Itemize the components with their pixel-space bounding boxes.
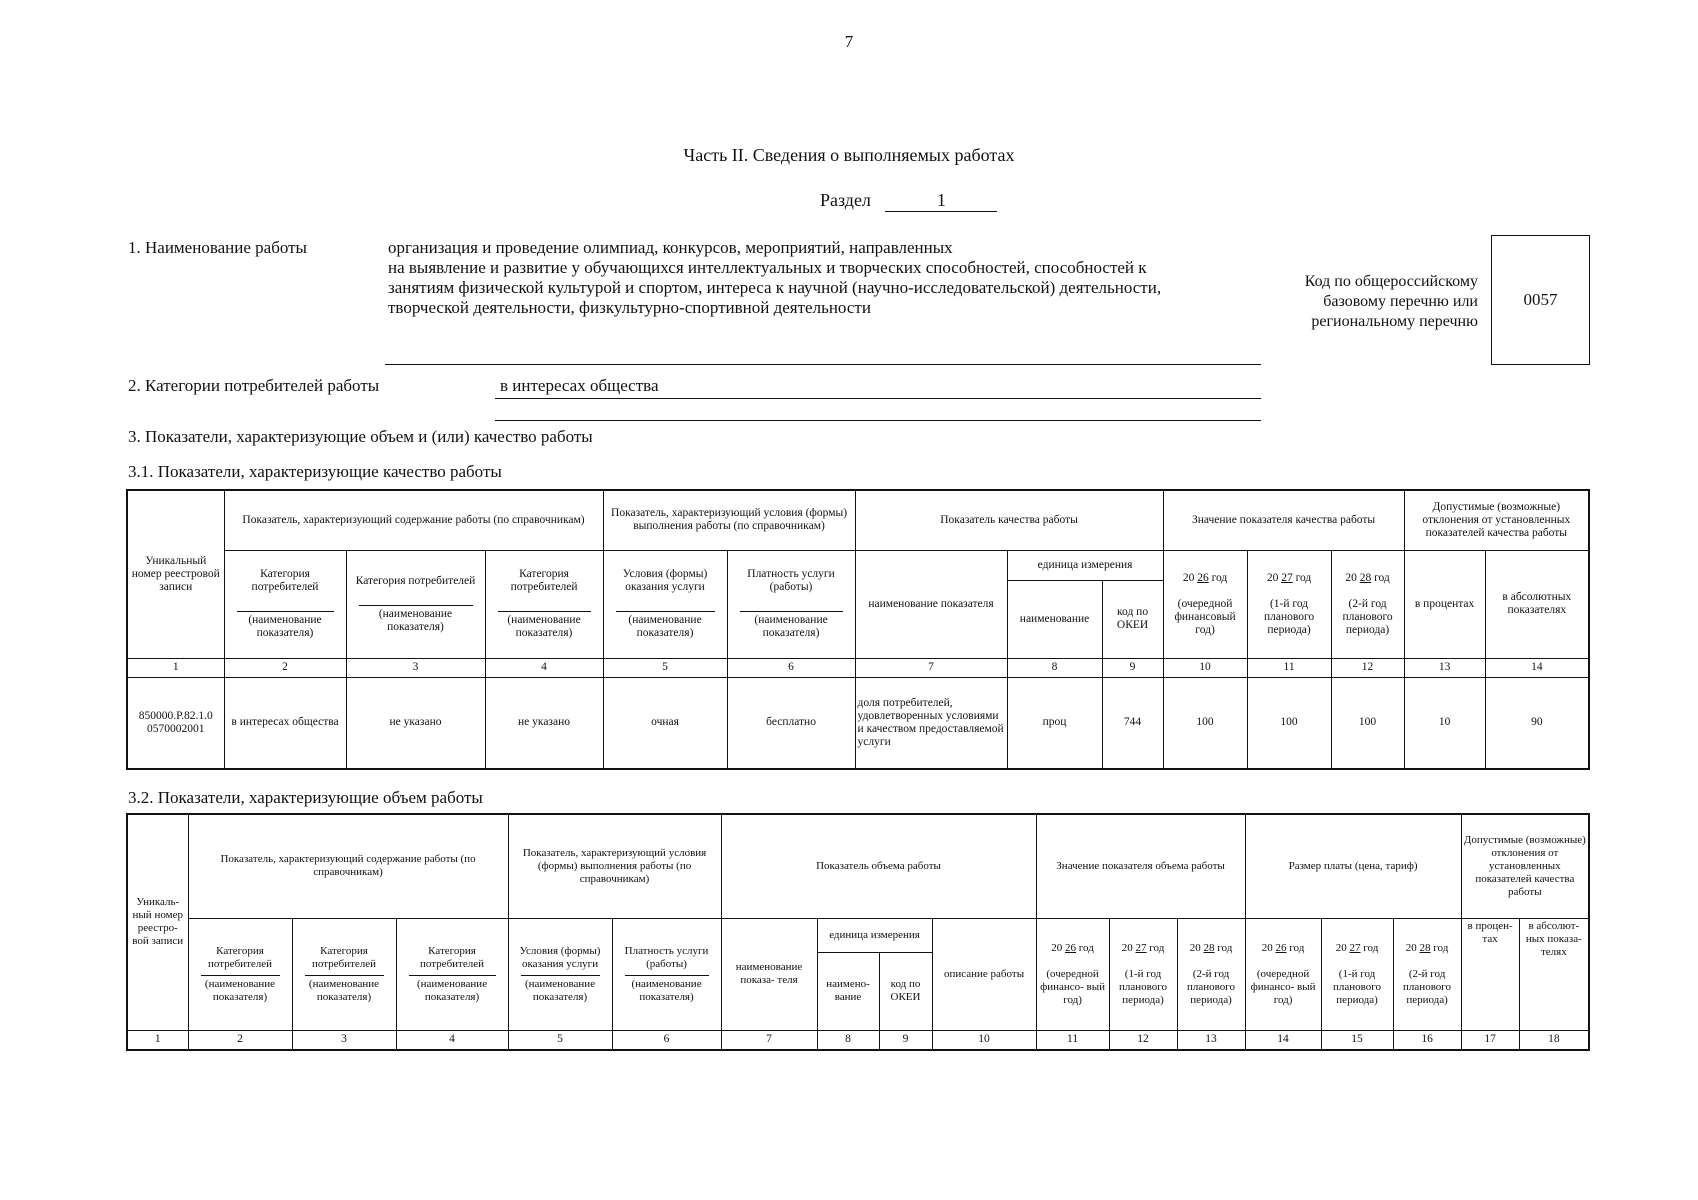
v-h-content: Показатель, характеризующий содержание работы (по справочникам) xyxy=(188,814,508,918)
code-label-line: базовому перечню или xyxy=(1323,293,1478,310)
v-h-val-y2 xyxy=(1109,918,1177,1030)
q-y2-pre: 20 xyxy=(1266,571,1279,584)
q-h-year1 xyxy=(1163,550,1247,658)
q-row-cat2: не указано xyxy=(346,677,485,769)
section-label: Раздел xyxy=(820,190,871,210)
v-colnum: 4 xyxy=(396,1030,508,1050)
q-h-cat3-sub: (наименование показателя) xyxy=(498,611,591,640)
v-h-unique: Уникаль- ный номер реестро- вой записи xyxy=(127,814,188,1030)
q-colnum: 11 xyxy=(1247,658,1331,677)
q-h-indname: наименование показателя xyxy=(855,550,1007,658)
q-row-okei: 744 xyxy=(1102,677,1163,769)
q-row-v2: 100 xyxy=(1247,677,1331,769)
consumers-value: в интересах общества xyxy=(500,376,659,395)
q-y1-post: год xyxy=(1211,571,1228,584)
code-label-line: региональному перечню xyxy=(1311,313,1478,330)
v-colnum: 3 xyxy=(292,1030,396,1050)
v-h-cat1 xyxy=(188,918,292,1030)
v-colnum: 10 xyxy=(932,1030,1036,1050)
q-h-cond xyxy=(603,550,727,658)
v-h-cat2-label: Категория потребителей xyxy=(312,944,376,970)
q-colnum: 6 xyxy=(727,658,855,677)
v-h-cond xyxy=(508,918,612,1030)
v-h-cat3-sub: (наименование показателя) xyxy=(409,975,496,1004)
v-colnum: 11 xyxy=(1036,1030,1109,1050)
q-h-cond-label: Условия (формы) оказания услуги xyxy=(622,568,708,593)
work-name-line: творческой деятельности, физкультурно-спортивной деятельности xyxy=(388,298,871,317)
v-h-cat3 xyxy=(396,918,508,1030)
v-h-cond-sub: (наименование показателя) xyxy=(521,975,600,1004)
q-h-cat1-label: Категория потребителей xyxy=(251,568,319,593)
consumers-label: 2. Категории потребителей работы xyxy=(128,376,380,395)
v-h-pay-label: Платность услуги (работы) xyxy=(624,944,709,970)
q-y2-desc: (1-й год планового периода) xyxy=(1263,597,1315,636)
v-colnum: 18 xyxy=(1519,1030,1589,1050)
q-colnum: 12 xyxy=(1331,658,1404,677)
q-h-pay-sub: (наименование показателя) xyxy=(740,611,843,640)
q-row-dev-pct: 10 xyxy=(1404,677,1485,769)
indicators-title: 3. Показатели, характеризующие объем и (или) качество работы xyxy=(128,427,593,446)
v-fee-y3-yy: 28 xyxy=(1419,941,1431,954)
v-h-cat1-label: Категория потребителей xyxy=(208,944,272,970)
v-val-y2-desc: (1-й год планового периода) xyxy=(1119,967,1168,1006)
v-h-deviation: Допустимые (возможные) отклонения от установленных показателей качества работы xyxy=(1461,814,1589,918)
q-h-value: Значение показателя качества работы xyxy=(1163,490,1404,550)
v-fee-y1-pre: 20 xyxy=(1261,941,1273,954)
quality-title: 3.1. Показатели, характеризующие качество работы xyxy=(128,462,502,481)
q-colnum: 10 xyxy=(1163,658,1247,677)
q-colnum: 8 xyxy=(1007,658,1102,677)
v-fee-y2-post: год xyxy=(1363,941,1379,954)
q-h-cat1 xyxy=(224,550,346,658)
section-line xyxy=(820,190,997,212)
v-h-volume: Показатель объема работы xyxy=(721,814,1036,918)
consumers-underline-2 xyxy=(495,420,1261,421)
v-fee-y1-title xyxy=(1248,942,1319,955)
volume-table xyxy=(126,813,1590,1051)
v-h-okei: код по ОКЕИ xyxy=(879,952,932,1030)
work-name-underline xyxy=(385,364,1261,365)
q-y1-pre: 20 xyxy=(1182,571,1195,584)
code-label xyxy=(1270,272,1478,332)
q-row-id: 850000.Р.82.1.0 0570002001 xyxy=(127,677,224,769)
q-row-dev-abs: 90 xyxy=(1485,677,1589,769)
q-colnum: 5 xyxy=(603,658,727,677)
v-h-indname: наименование показа- теля xyxy=(721,918,817,1030)
q-h-year3-title xyxy=(1334,572,1402,585)
consumers-underline xyxy=(495,398,1261,399)
v-h-unit: единица измерения xyxy=(817,918,932,952)
v-h-val-y1 xyxy=(1036,918,1109,1030)
v-colnum: 7 xyxy=(721,1030,817,1050)
q-h-year3 xyxy=(1331,550,1404,658)
v-val-y1-pre: 20 xyxy=(1051,941,1063,954)
q-y3-desc: (2-й год планового периода) xyxy=(1342,597,1393,636)
work-name-line: занятиям физической культурой и спортом, интереса к научной (научно-исследовательской) деятельности, xyxy=(388,278,1162,297)
q-row-cat1: в интересах общества xyxy=(224,677,346,769)
q-row-indicator: доля потребителей, удовлетворенных условиями и качеством предоставляемой услуги xyxy=(855,677,1007,769)
v-colnum: 9 xyxy=(879,1030,932,1050)
code-label-line: Код по общероссийскому xyxy=(1304,273,1478,290)
q-colnum: 3 xyxy=(346,658,485,677)
v-h-fee-y3 xyxy=(1393,918,1461,1030)
v-h-value: Значение показателя объема работы xyxy=(1036,814,1245,918)
v-fee-y1-desc: (очередной финансо- вый год) xyxy=(1250,967,1316,1006)
v-h-cond-label: Условия (формы) оказания услуги xyxy=(519,944,601,970)
q-h-unique: Уникальный номер реестровой записи xyxy=(127,490,224,658)
v-colnum: 13 xyxy=(1177,1030,1245,1050)
q-row-v1: 100 xyxy=(1163,677,1247,769)
q-row-v3: 100 xyxy=(1331,677,1404,769)
q-h-unit: единица измерения xyxy=(1007,550,1163,580)
v-val-y3-pre: 20 xyxy=(1189,941,1201,954)
q-h-cat3 xyxy=(485,550,603,658)
q-h-quality: Показатель качества работы xyxy=(855,490,1163,550)
q-colnum: 13 xyxy=(1404,658,1485,677)
q-h-content: Показатель, характеризующий содержание работы (по справочникам) xyxy=(224,490,603,550)
q-row-cond: очная xyxy=(603,677,727,769)
v-colnum: 14 xyxy=(1245,1030,1321,1050)
q-row-pay: бесплатно xyxy=(727,677,855,769)
v-colnum: 1 xyxy=(127,1030,188,1050)
q-h-abs: в абсолютных показателях xyxy=(1485,550,1589,658)
v-h-desc: описание работы xyxy=(932,918,1036,1030)
q-h-unitname: наименование xyxy=(1007,580,1102,658)
volume-title: 3.2. Показатели, характеризующие объем работы xyxy=(128,788,483,807)
q-h-year2 xyxy=(1247,550,1331,658)
section-number: 1 xyxy=(885,190,997,212)
code-value-box xyxy=(1491,235,1590,365)
q-h-conditions: Показатель, характеризующий условия (формы) выполнения работы (по справочникам) xyxy=(603,490,855,550)
v-colnum: 8 xyxy=(817,1030,879,1050)
v-val-y2-yy: 27 xyxy=(1135,941,1147,954)
q-y2-post: год xyxy=(1295,571,1312,584)
q-colnum: 9 xyxy=(1102,658,1163,677)
q-h-cat2 xyxy=(346,550,485,658)
v-h-cat1-sub: (наименование показателя) xyxy=(201,975,280,1004)
v-h-val-y3 xyxy=(1177,918,1245,1030)
v-colnum: 17 xyxy=(1461,1030,1519,1050)
v-colnum: 2 xyxy=(188,1030,292,1050)
v-colnum: 12 xyxy=(1109,1030,1177,1050)
q-colnum: 2 xyxy=(224,658,346,677)
v-val-y3-title xyxy=(1180,942,1243,955)
v-colnum: 16 xyxy=(1393,1030,1461,1050)
v-val-y3-desc: (2-й год планового периода) xyxy=(1187,967,1236,1006)
q-colnum: 4 xyxy=(485,658,603,677)
v-h-fee-y2 xyxy=(1321,918,1393,1030)
q-h-cond-sub: (наименование показателя) xyxy=(616,611,715,640)
v-h-fee: Размер платы (цена, тариф) xyxy=(1245,814,1461,918)
v-h-conditions: Показатель, характеризующий условия (формы) выполнения работы (по справочникам) xyxy=(508,814,721,918)
q-row-unit: проц xyxy=(1007,677,1102,769)
work-name-line: на выявление и развитие у обучающихся интеллектуальных и творческих способностей, способностей к xyxy=(388,258,1147,277)
page-number: 7 xyxy=(844,32,854,51)
q-y3-pre: 20 xyxy=(1345,571,1357,584)
v-fee-y3-desc: (2-й год планового периода) xyxy=(1403,967,1452,1006)
v-fee-y2-yy: 27 xyxy=(1349,941,1361,954)
v-fee-y2-pre: 20 xyxy=(1335,941,1347,954)
q-y2-yy: 27 xyxy=(1281,571,1293,584)
q-h-cat1-sub: (наименование показателя) xyxy=(237,611,334,640)
v-fee-y2-desc: (1-й год планового периода) xyxy=(1333,967,1382,1006)
q-y1-yy: 26 xyxy=(1197,571,1209,584)
v-h-unitname: наимено- вание xyxy=(817,952,879,1030)
v-fee-y3-title xyxy=(1396,942,1459,955)
q-y3-yy: 28 xyxy=(1359,571,1372,584)
q-h-cat2-label: Категория потребителей xyxy=(355,574,476,587)
q-h-year2-title xyxy=(1250,572,1329,585)
v-fee-y1-post: год xyxy=(1289,941,1305,954)
v-colnum: 5 xyxy=(508,1030,612,1050)
code-value: 0057 xyxy=(1523,290,1558,309)
q-h-pct: в процентах xyxy=(1404,550,1485,658)
q-y3-post: год xyxy=(1374,571,1390,584)
v-h-pay-sub: (наименование показателя) xyxy=(625,975,709,1004)
v-val-y1-desc: (очередной финансо- вый год) xyxy=(1040,967,1106,1006)
v-h-cat2 xyxy=(292,918,396,1030)
work-name-line: организация и проведение олимпиад, конкурсов, мероприятий, направленных xyxy=(388,238,953,257)
work-name-label: 1. Наименование работы xyxy=(128,238,307,257)
v-fee-y1-yy: 26 xyxy=(1275,941,1287,954)
q-colnum: 14 xyxy=(1485,658,1589,677)
v-val-y1-post: год xyxy=(1078,941,1094,954)
q-row-cat3: не указано xyxy=(485,677,603,769)
v-val-y2-pre: 20 xyxy=(1121,941,1133,954)
v-val-y1-yy: 26 xyxy=(1065,941,1077,954)
v-fee-y2-title xyxy=(1324,942,1391,955)
q-h-year1-title xyxy=(1166,572,1245,585)
q-y1-desc: (очередной финансовый год) xyxy=(1174,597,1236,636)
q-h-cat2-sub: (наименование показателя) xyxy=(359,605,473,634)
v-colnum: 6 xyxy=(612,1030,721,1050)
v-h-pay xyxy=(612,918,721,1030)
v-h-cat3-label: Категория потребителей xyxy=(420,944,484,970)
part-title: Часть II. Сведения о выполняемых работах xyxy=(683,145,1015,165)
quality-table xyxy=(126,489,1590,770)
v-val-y1-title xyxy=(1039,942,1107,955)
q-h-cat3-label: Категория потребителей xyxy=(510,568,578,593)
q-h-deviation: Допустимые (возможные) отклонения от установленных показателей качества работы xyxy=(1404,490,1589,550)
v-val-y3-yy: 28 xyxy=(1203,941,1215,954)
v-h-fee-y1 xyxy=(1245,918,1321,1030)
table-row xyxy=(127,677,1589,769)
v-fee-y3-pre: 20 xyxy=(1405,941,1417,954)
v-h-cat2-sub: (наименование показателя) xyxy=(305,975,384,1004)
q-colnum: 7 xyxy=(855,658,1007,677)
v-val-y2-post: год xyxy=(1149,941,1165,954)
v-val-y2-title xyxy=(1112,942,1175,955)
v-fee-y3-post: год xyxy=(1433,941,1449,954)
q-h-pay-label: Платность услуги (работы) xyxy=(747,568,835,593)
v-h-pct: в процен- тах xyxy=(1461,918,1519,1030)
q-h-pay xyxy=(727,550,855,658)
q-colnum: 1 xyxy=(127,658,224,677)
v-colnum: 15 xyxy=(1321,1030,1393,1050)
v-h-abs: в абсолют- ных показа- телях xyxy=(1519,918,1589,1030)
q-h-okei: код по ОКЕИ xyxy=(1102,580,1163,658)
v-val-y3-post: год xyxy=(1217,941,1233,954)
work-name-value xyxy=(388,238,1258,318)
